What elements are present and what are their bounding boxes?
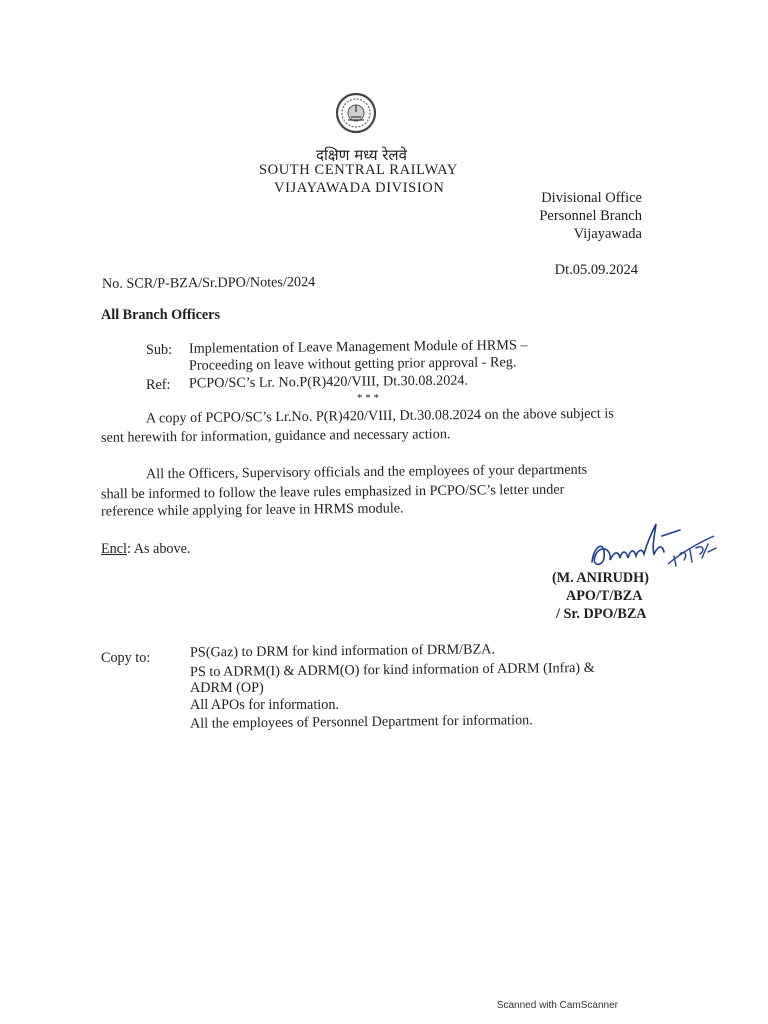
scanner-watermark: Scanned with CamScanner bbox=[496, 1000, 618, 1011]
copy-to-item: PS to ADRM(I) & ADRM(O) for kind information of ADRM (Infra) & bbox=[189, 659, 595, 681]
subject-line-1: Implementation of Leave Management Module of HRMS – bbox=[188, 337, 528, 357]
letter-number: No. SCR/P-BZA/Sr.DPO/Notes/2024 bbox=[101, 274, 316, 292]
signatory-designation-2: / Sr. DPO/BZA bbox=[556, 606, 647, 622]
railway-emblem-icon bbox=[334, 90, 378, 136]
subject-line-2: Proceeding on leave without getting prior approval - Reg. bbox=[188, 354, 517, 374]
paragraph-2-line-3: reference while applying for leave in HRMS module. bbox=[100, 500, 404, 520]
paragraph-2-line-2: shall be informed to follow the leave rules emphasized in PCPO/SC’s letter under bbox=[100, 481, 565, 503]
office-line-2: Personnel Branch bbox=[539, 208, 642, 224]
paragraph-1-line-2: sent herewith for information, guidance and necessary action. bbox=[100, 426, 451, 446]
copy-to-item: All APOs for information. bbox=[190, 697, 339, 713]
separator-stars: * * * bbox=[357, 392, 379, 404]
reference-text: PCPO/SC’s Lr. No.P(R)420/VIII, Dt.30.08.2024. bbox=[188, 372, 469, 392]
signatory-name: (M. ANIRUDH) bbox=[552, 570, 649, 586]
paragraph-2-line-1: All the Officers, Supervisory officials and the employees of your departments bbox=[145, 461, 588, 483]
signatory-designation-1: APO/T/BZA bbox=[566, 588, 643, 604]
railway-name: SOUTH CENTRAL RAILWAY bbox=[259, 162, 458, 178]
division-name: VIJAYAWADA DIVISION bbox=[274, 180, 445, 196]
copy-to-label: Copy to: bbox=[101, 650, 151, 666]
enclosure bbox=[101, 541, 190, 558]
reference-label: Ref: bbox=[146, 377, 171, 393]
office-line-1: Divisional Office bbox=[541, 190, 642, 206]
letter-date: Dt.05.09.2024 bbox=[554, 262, 638, 278]
copy-to-item: All the employees of Personnel Department for information. bbox=[189, 712, 533, 732]
enclosure-label: Encl bbox=[101, 541, 127, 557]
subject-label: Sub: bbox=[146, 342, 173, 358]
enclosure-text: : As above. bbox=[127, 541, 191, 557]
copy-to-item: ADRM (OP) bbox=[190, 680, 264, 696]
office-line-3: Vijayawada bbox=[573, 226, 642, 242]
hindi-railway-name: दक्षिण मध्य रेलवे bbox=[316, 146, 407, 164]
paragraph-1-line-1: A copy of PCPO/SC’s Lr.No. P(R)420/VIII, Dt.30.08.2024 on the above subject is bbox=[145, 405, 614, 427]
addressee: All Branch Officers bbox=[101, 307, 220, 323]
copy-to-item: PS(Gaz) to DRM for kind information of DRM/BZA. bbox=[189, 641, 496, 661]
